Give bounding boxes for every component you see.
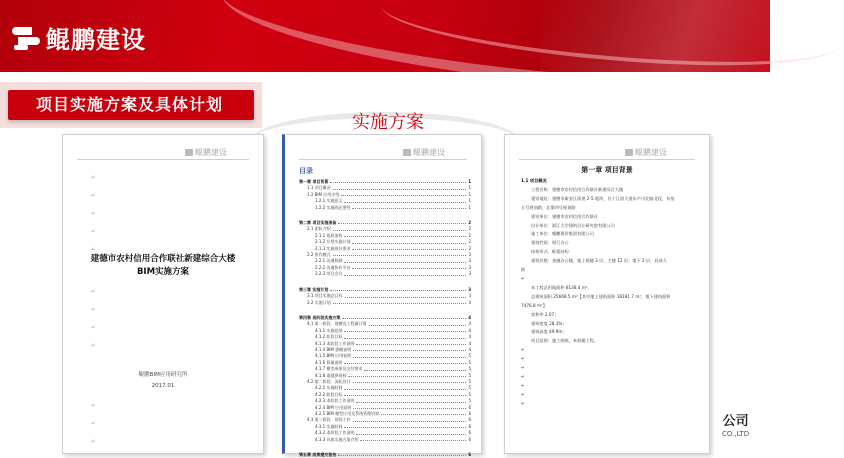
toc-row-page: 3 — [468, 286, 471, 292]
cover-date: 2017.01 — [151, 383, 175, 389]
toc-row-label: 4.2.2 阶段目标 — [315, 391, 343, 397]
toc-row-label: 4.2.1 实施时间 — [315, 385, 343, 391]
toc-row-label: 2.2.1 沟通机制 — [315, 258, 343, 264]
toc-row-label: 2.1.2 应用实施计划 — [315, 239, 351, 245]
toc-row-label: 3.1 项目实施总目标 — [307, 293, 343, 299]
toc-row-label: 4.1.7 模型成果及交付要求 — [315, 366, 363, 372]
toc-row-label: 第四章 各阶段实施方案 — [299, 314, 341, 320]
body-line: 1.1 项目概况 — [521, 178, 547, 183]
toc-row-leader — [333, 185, 467, 189]
toc-row-page: 6 — [468, 452, 471, 458]
toc-row-label: 1.1 项目概况 — [307, 185, 331, 191]
body-line: ↵ — [521, 382, 525, 388]
toc-row-label: 1.2.1 实施意义 — [315, 198, 343, 204]
toc-row-page: 6 — [468, 430, 471, 436]
toc-row-page: 4 — [468, 346, 471, 352]
body-line: 总建筑面积 25668.5 m²【其中地上建筑面积 18181.7 m²，地下建筑面积 — [531, 293, 671, 299]
page-header-logo — [625, 147, 667, 158]
toc-row-page: 5 — [468, 378, 471, 384]
toc-row-page: 1 — [468, 198, 471, 204]
toc-row-label: 4.1.3 本阶段工作说明 — [315, 340, 355, 346]
body-line: ↵ — [521, 400, 525, 406]
toc-list — [299, 177, 471, 458]
toc-row-page: 4 — [468, 334, 471, 340]
toc-row-leader — [345, 293, 467, 297]
toc-row-label: 4.3 第三阶段：现场工作 — [307, 417, 351, 423]
toc-row-page: 2 — [468, 232, 471, 238]
body-line: 建设地址：建德市新安江街道 2-5 地块，位于江滨大道东产川北路北段，东依 — [531, 195, 675, 201]
toc-row-leader — [353, 347, 466, 351]
page-header-logo — [403, 147, 445, 158]
toc-row-page: 2 — [468, 226, 471, 232]
toc-row-page: 6 — [468, 411, 471, 416]
toc-row-label: 4.2 第二阶段：深化设计 — [307, 378, 351, 384]
chapter-heading: 第一章 项目背景 — [581, 166, 633, 174]
toc-row-leader — [364, 366, 466, 370]
toc-row-leader — [353, 417, 467, 421]
toc-row-page: 3 — [468, 252, 471, 258]
toc-row-leader — [338, 452, 466, 456]
toc-row-page: 3 — [468, 293, 471, 299]
toc-row-page: 6 — [468, 436, 471, 442]
logo-mark-icon — [185, 149, 193, 156]
toc-row-page: 6 — [468, 423, 471, 429]
page-header-logo — [185, 147, 227, 158]
toc-row-leader — [333, 252, 467, 256]
toc-row-leader — [342, 315, 466, 319]
toc-row-label: 4.3.1 实施时间 — [315, 423, 343, 429]
body-line: 建筑高度 49.9m； — [531, 329, 567, 335]
body-line: ↵ — [521, 373, 525, 379]
brand-logo-icon — [12, 25, 42, 51]
toc-row-label: 2.2 协作模式 — [307, 252, 331, 258]
section-title-box — [0, 82, 262, 128]
body-line: 建设单位：建德市农村信用合作联社 — [531, 213, 599, 219]
toc-row-leader — [352, 205, 466, 209]
toc-row-leader — [344, 233, 466, 237]
toc-row-page: 5 — [468, 353, 471, 359]
toc-row-label: 4.1.4 BIM 建模说明 — [315, 346, 352, 352]
body-line: 建筑性质：银行办公 — [531, 240, 569, 246]
section-subtitle: 实施方案 — [352, 112, 424, 133]
toc-row-leader — [353, 353, 466, 357]
toc-row-label: 1.2 BIM 应用介绍 — [307, 191, 340, 197]
brand-name: 鲲鹏建设 — [46, 26, 146, 54]
document-page-cover — [62, 134, 264, 454]
footer-company — [722, 410, 749, 438]
toc-row-leader — [352, 239, 466, 243]
body-line: 建筑密度 28.3%； — [531, 320, 567, 326]
toc-row-leader — [369, 321, 467, 325]
toc-row-leader — [344, 198, 466, 202]
toc-row-page: 6 — [468, 417, 471, 423]
toc-row-leader — [352, 246, 466, 250]
body-line: ↵ — [521, 347, 525, 353]
toc-row-label: 2.1 团队介绍 — [307, 226, 331, 232]
toc-row-page: 5 — [468, 398, 471, 404]
toc-row-leader — [356, 398, 466, 402]
body-line: 结构形式：框架结构 — [531, 249, 569, 255]
toc-row-page: 3 — [468, 271, 471, 277]
toc-row-label: 第一章 项目背景 — [299, 179, 329, 184]
page-header-rule — [299, 159, 467, 160]
toc-row-label: 第三章 实施计划 — [299, 286, 329, 292]
toc-row-page: 2 — [468, 245, 471, 251]
toc-row-label: 4.1.1 实施范围 — [315, 327, 343, 333]
footer-company-cn: 公司 — [722, 414, 749, 429]
paragraph-marks: ↵ ↵ ↵ — [91, 402, 97, 445]
toc-row-label: 2.2.3 项目会议 — [315, 271, 343, 277]
cover-title-line2: BIM实施方案 — [136, 267, 190, 277]
toc-row-leader — [344, 424, 466, 428]
body-line: 项目范围：施工图纸，本机楼工程。 — [531, 338, 599, 344]
toc-row-leader — [356, 430, 466, 434]
toc-row-leader — [353, 405, 466, 409]
toc-row-leader — [344, 360, 466, 364]
toc-row-leader — [344, 258, 466, 262]
cover-org: 鲲鹏BIM应用研究所 — [138, 372, 188, 378]
document-page-toc — [282, 134, 482, 458]
toc-row-leader — [333, 226, 467, 230]
toc-row-leader — [360, 437, 466, 441]
toc-row-leader — [344, 334, 466, 338]
section-title-tab — [8, 90, 254, 120]
toc-row-label: 4.2.5 BIM 模型应用及系统管理培训 — [315, 411, 380, 416]
toc-row-page: 6 — [468, 404, 471, 410]
toc-row-page: 5 — [468, 391, 471, 397]
toc-row-leader — [344, 271, 466, 275]
body-line: 本工程总用地面积 8138.4 m²， — [531, 284, 592, 290]
toc-row-leader — [353, 379, 467, 383]
logo-mark-icon — [403, 149, 411, 156]
body-line: 防 — [521, 267, 526, 273]
toc-row-page: 3 — [468, 264, 471, 270]
toc-row-page: 4 — [468, 340, 471, 346]
body-line: 工程名称：建德市农村信用合作联社新建综合大楼 — [531, 186, 624, 192]
document-page-chapter1 — [504, 134, 710, 454]
toc-row-page: 4 — [468, 321, 471, 327]
toc-row-label: 4.1.6 算量说明 — [315, 359, 343, 365]
toc-row-leader — [341, 192, 466, 196]
toc-row-page: 5 — [468, 372, 471, 378]
toc-row-label: 3.2 实施计划 — [307, 299, 331, 305]
toc-row-page: 2 — [468, 220, 471, 226]
toc-row-page: 1 — [468, 179, 471, 184]
toc-row-label: 4.2.3 本阶段工作说明 — [315, 398, 355, 404]
toc-row-leader — [330, 179, 466, 183]
chapter-body — [521, 177, 697, 409]
banner-shine-decoration — [540, 0, 780, 72]
logo-mark-icon — [625, 149, 633, 156]
toc-row-label: 第二章 项目实施准备 — [299, 220, 337, 226]
brand-logo — [12, 20, 146, 55]
toc-row-page: 3 — [468, 258, 471, 264]
toc-row-page: 5 — [468, 366, 471, 372]
body-line: ↵ — [521, 365, 525, 371]
toc-row-leader — [330, 287, 466, 291]
page-header-rule — [519, 159, 695, 160]
toc-row-leader — [344, 392, 466, 396]
toc-row-label: 4.1.5 BIM 应用说明 — [315, 353, 352, 359]
footer-company-en: CO.,LTD — [722, 430, 750, 438]
toc-row-page: 4 — [468, 327, 471, 333]
toc-row-leader — [356, 341, 466, 345]
toc-row-page: 1 — [468, 204, 471, 210]
page-header-logo-text: 鲲鹏建设 — [195, 148, 227, 157]
toc-row-label: 2.1.1 组织架构 — [315, 232, 343, 238]
body-line: 建筑层数：金融办公楼，地上裙楼 3 层，主楼 12 层；地下 2 层，局部人 — [531, 258, 667, 264]
body-line: 设计单位：浙江大学建筑设计研究院有限公司 — [531, 222, 615, 228]
paragraph-marks: ↵ ↵ ↵ ↵ ↵ — [91, 174, 97, 253]
cover-title-line1: 建德市农村信用合作联社新建综合大楼 — [90, 254, 236, 264]
toc-row-label: 4.2.4 BIM 应用说明 — [315, 404, 352, 410]
toc-row-label: 第五章 成果提交报告 — [299, 452, 337, 458]
toc-row-label: 2.1.3 实施岗位要求 — [315, 245, 351, 251]
page-header-logo-text: 鲲鹏建设 — [413, 148, 445, 157]
toc-row-page: 4 — [468, 299, 471, 305]
toc-row-label: 4.3.2 本阶段工作说明 — [315, 430, 355, 436]
body-line: 施工单位：鲲鹏建设集团有限公司 — [531, 231, 594, 237]
toc-row-leader — [344, 328, 466, 332]
toc-row-page: 5 — [468, 359, 471, 365]
toc-row-label: 1.2.2 实施的必要性 — [315, 204, 351, 210]
body-line: 五号规划路，北靠四号规划路 — [521, 204, 576, 210]
section-title: 项目实施方案及具体计划 — [36, 95, 224, 114]
page-header-rule — [77, 159, 249, 160]
toc-row-leader — [348, 373, 466, 377]
toc-row-leader — [381, 411, 466, 415]
paragraph-marks: ↵ ↵ ↵ ↵ — [91, 288, 97, 349]
toc-row — [299, 452, 471, 458]
body-line: ↵ — [521, 356, 525, 362]
body-line: 7476.8 m²】 — [521, 302, 547, 308]
toc-row-page: 4 — [468, 314, 471, 320]
toc-title: 目录 — [299, 167, 313, 175]
toc-row-page: 2 — [468, 239, 471, 245]
toc-row-label: 4.3.3 具体实施方案介绍 — [315, 436, 359, 442]
toc-row-leader — [344, 385, 466, 389]
toc-row-leader — [338, 220, 466, 224]
body-line: 容积率 2.07； — [531, 311, 559, 317]
toc-row-label: 4.1.2 阶段目标 — [315, 334, 343, 340]
body-line: ↵ — [521, 275, 525, 281]
toc-row-leader — [352, 265, 466, 269]
header-banner — [0, 0, 770, 72]
body-line: ↵ — [521, 391, 525, 397]
toc-row-label: 2.2.2 沟通协作平台 — [315, 264, 351, 270]
toc-row-label: 4.1 第一阶段：建模及工程量计算 — [307, 321, 367, 327]
cover-title — [73, 253, 253, 279]
toc-row-leader — [333, 300, 467, 304]
toc-row-page: 5 — [468, 385, 471, 391]
toc-row-label: 4.1.8 需提供资料 — [315, 372, 347, 378]
toc-row-page: 1 — [468, 185, 471, 191]
toc-row-page: 1 — [468, 191, 471, 197]
page-header-logo-text: 鲲鹏建设 — [635, 148, 667, 157]
